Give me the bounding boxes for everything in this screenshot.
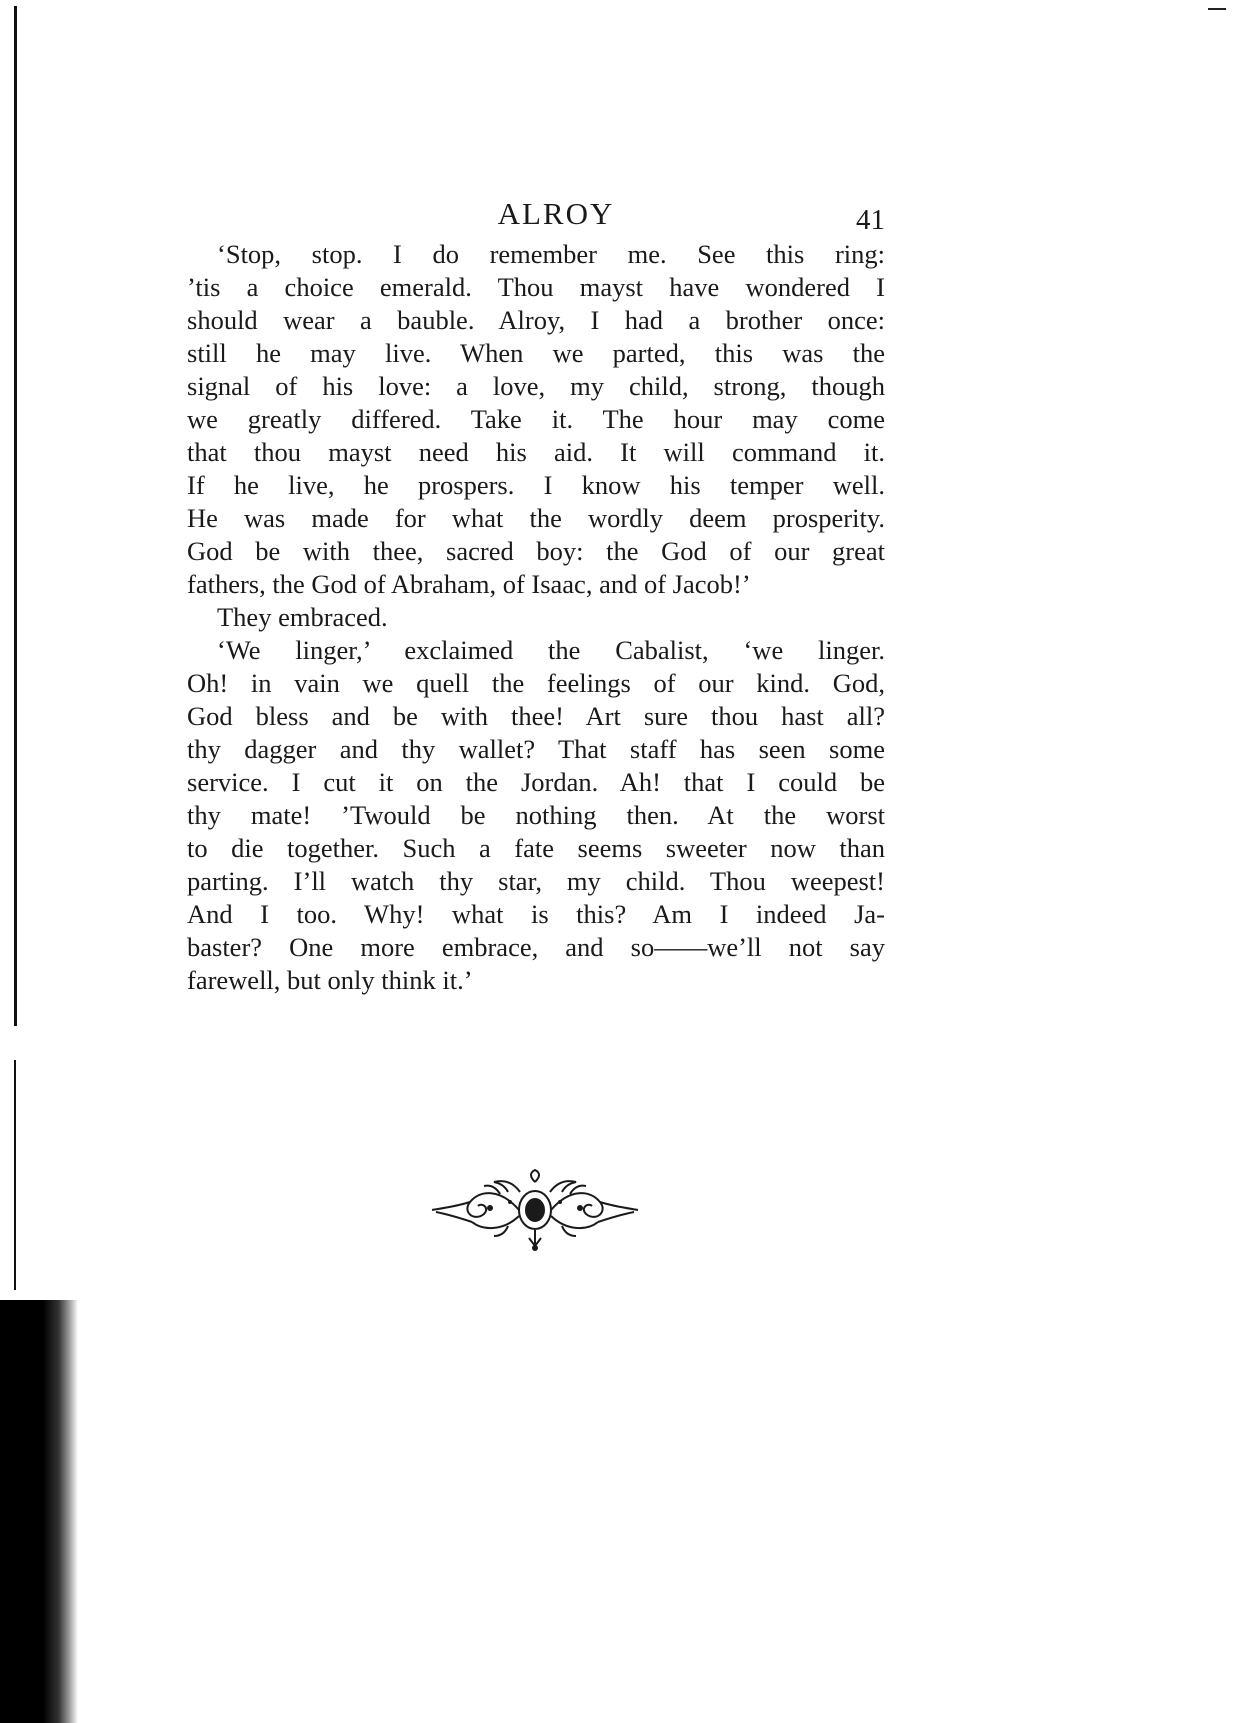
binding-edge-line bbox=[14, 6, 17, 1026]
text-line: ‘Stop, stop. I do remember me. See this ring: bbox=[217, 239, 885, 269]
text-line: And I too. Why! what is this? Am I indeed Ja- bbox=[187, 899, 885, 929]
page-number: 41 bbox=[856, 204, 885, 236]
running-head: ALROY bbox=[497, 196, 615, 231]
text-line: still he may live. When we parted, this was the bbox=[187, 338, 885, 368]
text-line: should wear a bauble. Alroy, I had a brother once: bbox=[187, 305, 885, 335]
text-line: Oh! in vain we quell the feelings of our kind. God, bbox=[187, 668, 885, 698]
text-line: If he live, he prospers. I know his temper well. bbox=[187, 470, 885, 500]
text-line: He was made for what the wordly deem prosperity. bbox=[187, 503, 885, 533]
text-line: God bless and be with thee! Art sure thou hast all? bbox=[187, 701, 885, 731]
text-line: ’tis a choice emerald. Thou mayst have wondered I bbox=[187, 272, 885, 302]
text-line: service. I cut it on the Jordan. Ah! that I could be bbox=[187, 767, 885, 797]
binding-edge-line-lower bbox=[14, 1060, 16, 1290]
text-line: They embraced. bbox=[217, 602, 388, 632]
text-line: ‘We linger,’ exclaimed the Cabalist, ‘we linger. bbox=[217, 635, 885, 665]
text-line: God be with thee, sacred boy: the God of our great bbox=[187, 536, 885, 566]
text-line: that thou mayst need his aid. It will command it. bbox=[187, 437, 885, 467]
page-header bbox=[187, 196, 885, 240]
scan-corner-mark bbox=[1208, 8, 1226, 10]
text-line: to die together. Such a fate seems sweeter now than bbox=[187, 833, 885, 863]
text-line: fathers, the God of Abraham, of Isaac, and of Jacob!’ bbox=[187, 569, 751, 599]
text-line: thy mate! ’Twould be nothing then. At the worst bbox=[187, 800, 885, 830]
text-line: thy dagger and thy wallet? That staff has seen some bbox=[187, 734, 885, 764]
text-line: signal of his love: a love, my child, strong, though bbox=[187, 371, 885, 401]
text-line: parting. I’ll watch thy star, my child. Thou weepest! bbox=[187, 866, 885, 896]
text-line: we greatly differed. Take it. The hour may come bbox=[187, 404, 885, 434]
scroll-tailpiece-ornament-icon bbox=[430, 1168, 640, 1258]
text-line: farewell, but only think it.’ bbox=[187, 965, 473, 995]
body-text bbox=[187, 238, 885, 997]
text-line: baster? One more embrace, and so——we’ll not say bbox=[187, 932, 885, 962]
binding-shadow bbox=[0, 1300, 78, 1723]
